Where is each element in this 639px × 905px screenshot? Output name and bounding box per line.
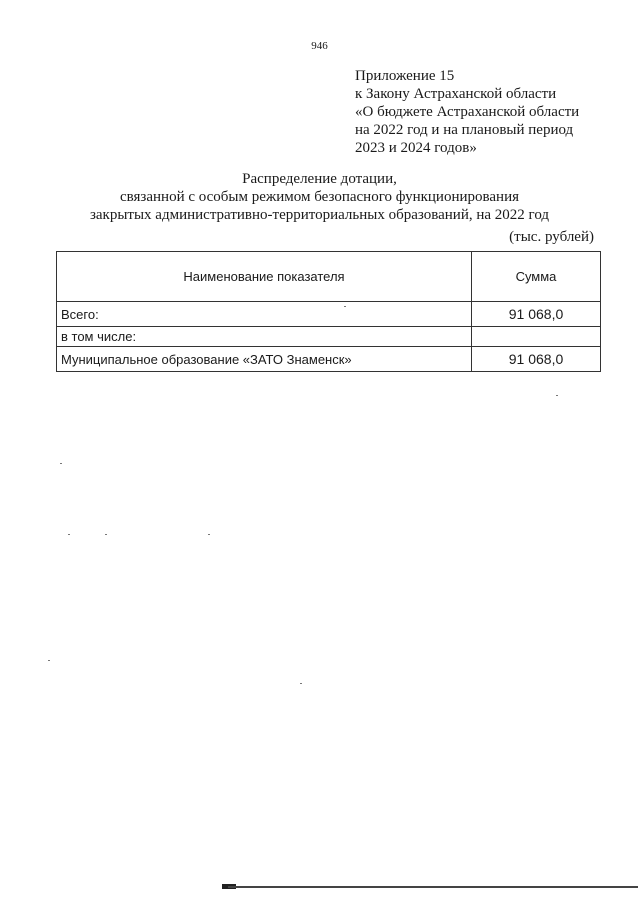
scan-speck: [556, 395, 558, 396]
table-header-row: [57, 252, 601, 302]
appendix-line: к Закону Астраханской области: [355, 86, 557, 102]
appendix-line: Приложение 15: [355, 68, 455, 84]
distribution-table: [56, 251, 601, 372]
scan-speck: [48, 660, 50, 661]
row-label: Муниципальное образование «ЗАТО Знаменск»: [57, 347, 472, 372]
header-sum: Сумма: [472, 252, 601, 302]
header-indicator-name: Наименование показателя: [57, 252, 472, 302]
page-number: 946: [311, 40, 328, 52]
appendix-line: 2023 и 2024 годов»: [355, 140, 477, 156]
title-line: закрытых административно-территориальных образований, на 2022 год: [89, 207, 550, 223]
row-value: [472, 327, 601, 347]
table-row: [57, 327, 601, 347]
table-row: [57, 302, 601, 327]
appendix-block: [355, 67, 579, 157]
row-value: 91 068,0: [472, 347, 601, 372]
title-line: Распределение дотации,: [242, 171, 397, 187]
scan-speck: [68, 534, 70, 535]
units-label: (тыс. рублей): [509, 229, 594, 245]
appendix-line: «О бюджете Астраханской области: [355, 104, 580, 120]
row-label: в том числе:: [57, 327, 472, 347]
scan-speck: [60, 463, 62, 464]
scan-speck: [105, 534, 107, 535]
scan-edge-line: [228, 886, 638, 888]
row-label: Всего:: [57, 302, 472, 327]
scan-speck: [208, 534, 210, 535]
appendix-line: на 2022 год и на плановый период: [355, 122, 574, 138]
table-row: [57, 347, 601, 372]
scan-speck: [344, 306, 346, 307]
document-title: [0, 170, 639, 224]
row-value: 91 068,0: [472, 302, 601, 327]
scan-speck: [300, 683, 302, 684]
title-line: связанной с особым режимом безопасного функционирования: [119, 189, 520, 205]
